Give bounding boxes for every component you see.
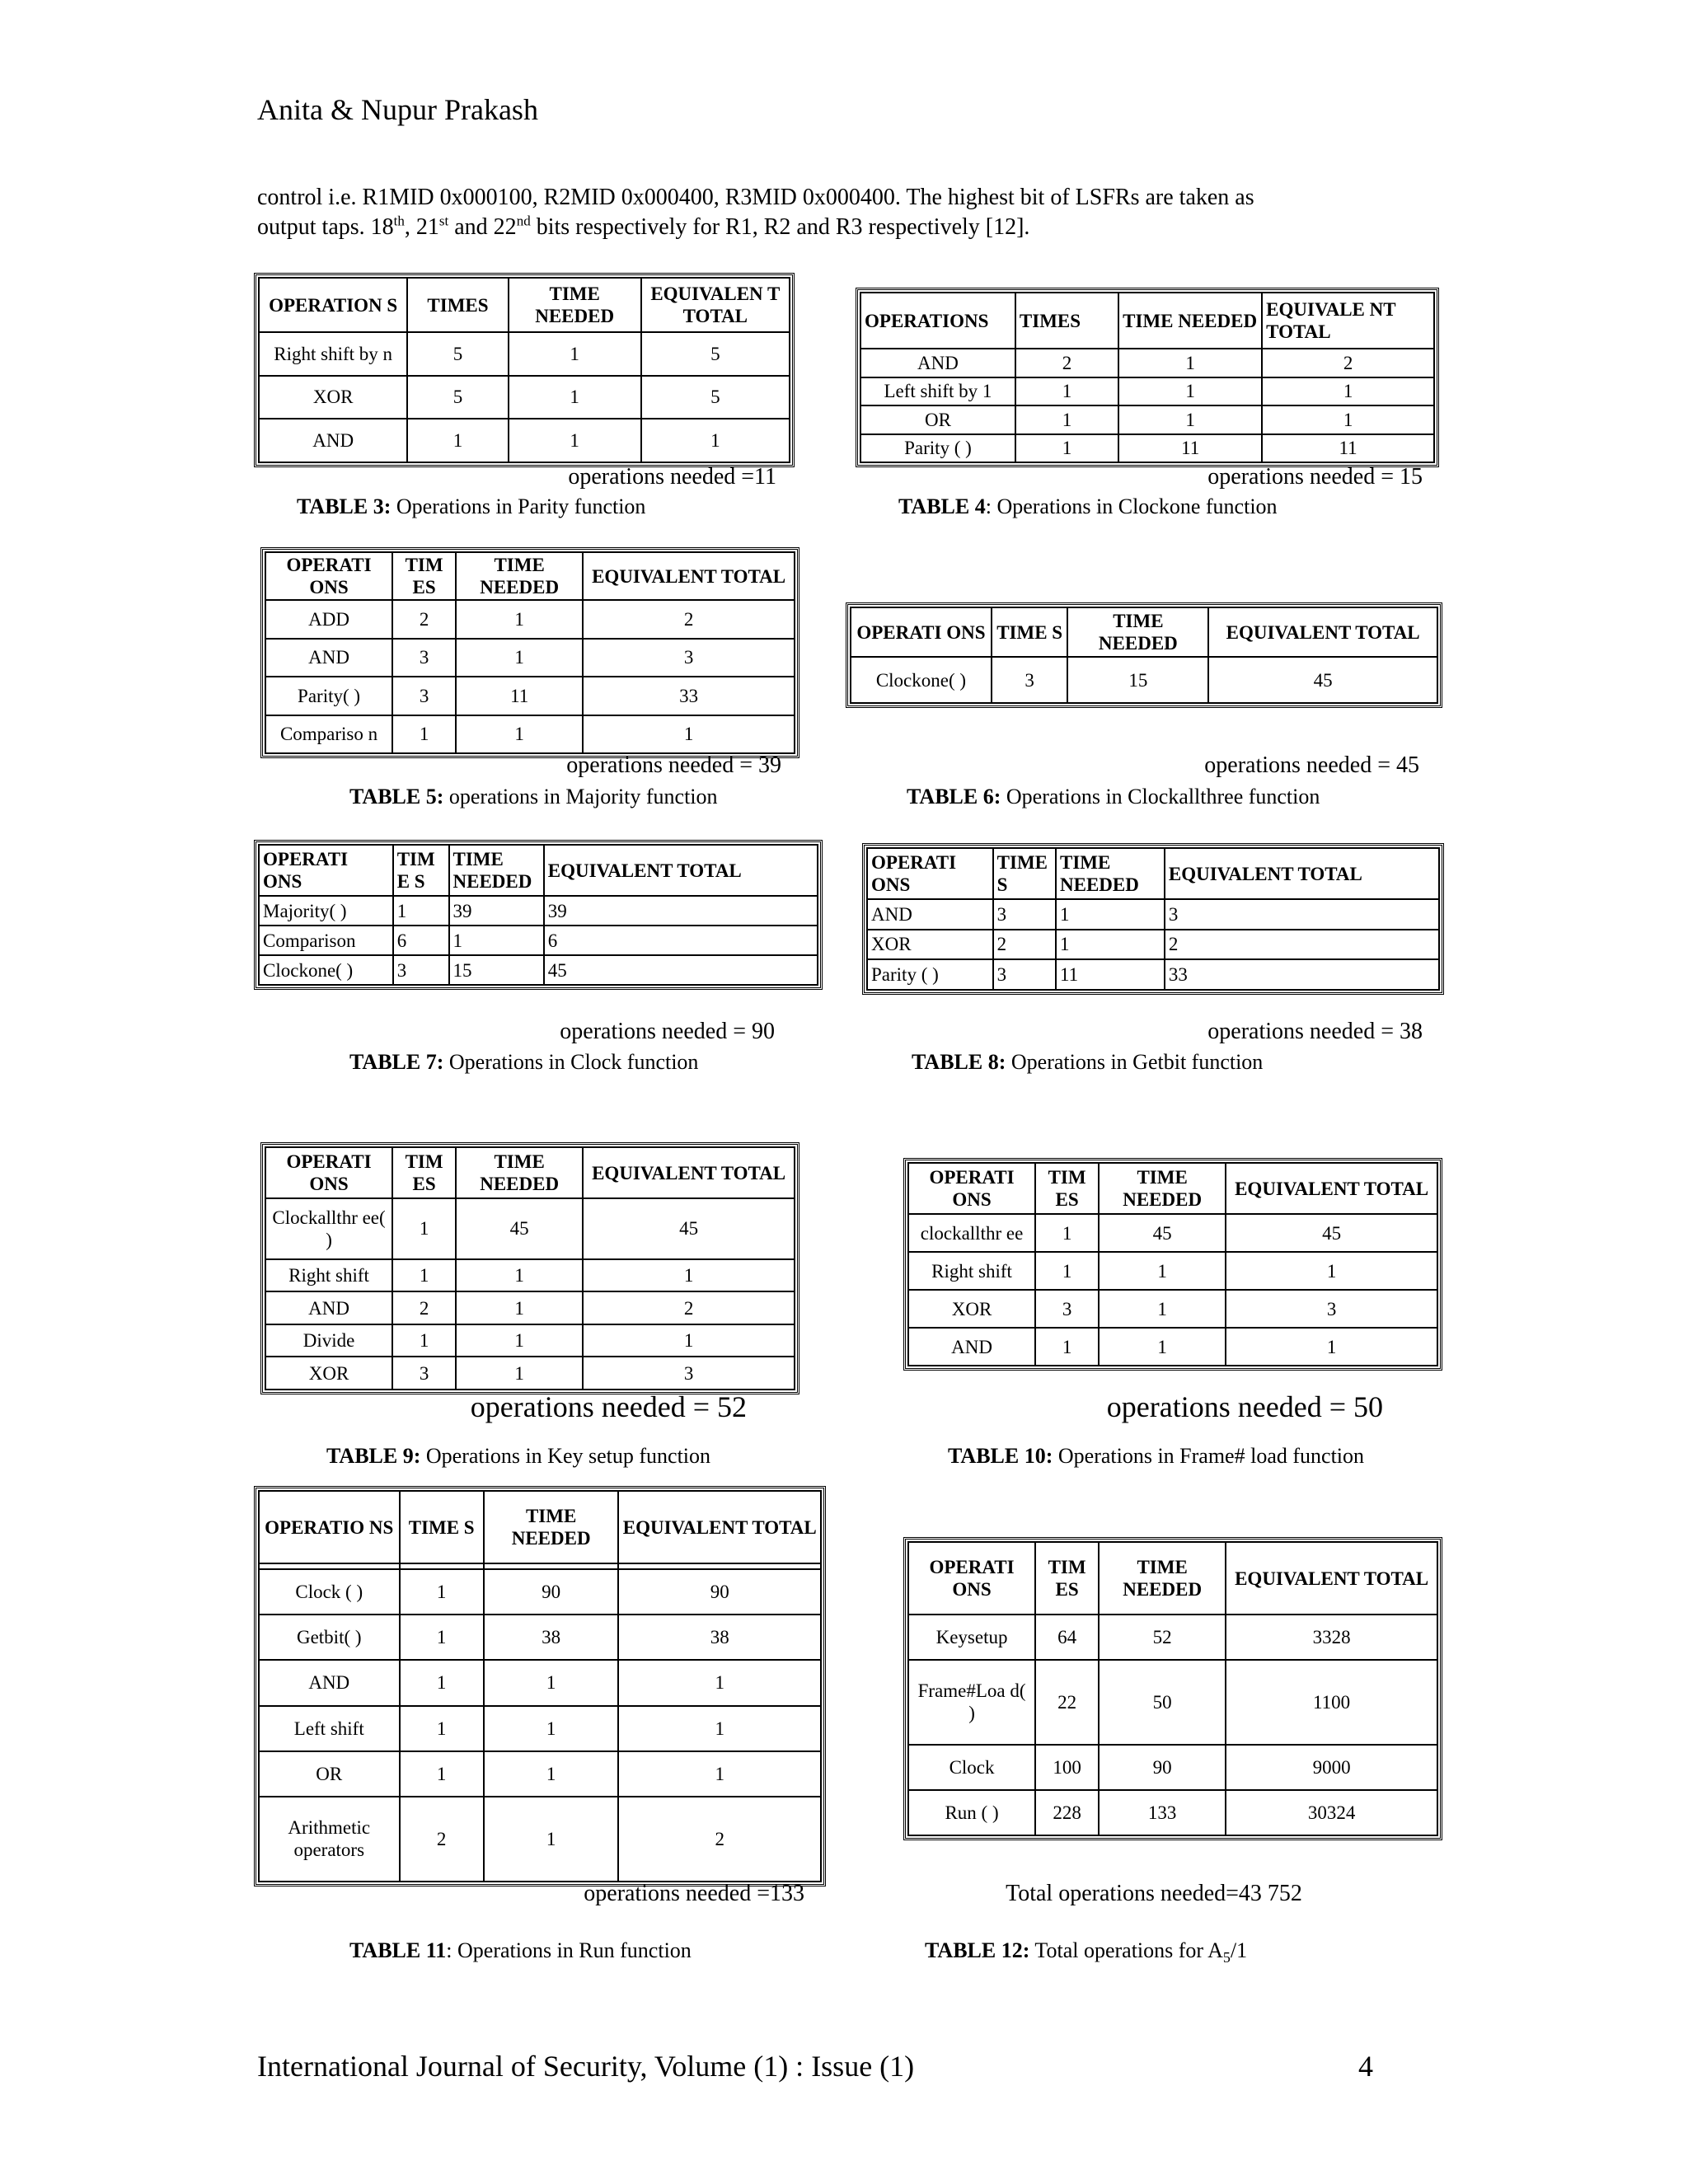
table-cell: XOR [908,1290,1035,1328]
column-header: OPERATI ONS [908,1163,1035,1214]
table-cell: 1 [1226,1328,1437,1366]
table-12-total-operations-needed: Total operations needed=43 752 [1006,1881,1302,1906]
column-header: EQUIVALENT TOTAL [1226,1542,1437,1615]
column-header: TIME S [992,607,1068,657]
table-cell: 11 [1118,434,1262,463]
table-cell: 2 [583,600,795,639]
table-cell: 11 [456,677,583,715]
table-header-row [265,552,795,600]
column-header: EQUIVALENT TOTAL [1226,1163,1437,1214]
column-header: TIME NEEDED [484,1491,619,1563]
table-row [908,1745,1437,1790]
column-header: TIMES [1015,293,1118,349]
table-4-caption: TABLE 4: Operations in Clockone function [898,494,1278,518]
table-cell: 3 [392,677,456,715]
table-cell: 5 [641,332,790,376]
table-cell: Frame#Loa d( ) [908,1660,1035,1745]
table-7-clock [254,840,823,990]
table-cell: 1 [456,1291,583,1324]
table-cell: 1 [456,1259,583,1292]
table-cell: AND [867,899,993,930]
table-5-majority [260,547,799,758]
table-cell: 1 [484,1706,619,1751]
table-row [265,677,795,715]
table-cell: XOR [867,930,993,960]
column-header: OPERATI ONS [265,552,392,600]
table-cell: 1 [1262,377,1434,406]
table-cell: 2 [993,930,1056,960]
table-header-row [265,1147,795,1198]
table-cell: Arithmetic operators [259,1797,400,1882]
table-cell [484,1563,619,1569]
table-cell: ADD [265,600,392,639]
table-row [265,600,795,639]
table-cell: OR [860,405,1015,434]
table-row [265,1324,795,1357]
intro-paragraph [257,183,1426,242]
table-cell: 3 [1165,899,1439,930]
table-cell: Parity ( ) [860,434,1015,463]
table-cell: 2 [392,600,456,639]
table-cell: Divide [265,1324,392,1357]
table-cell: 1 [641,419,790,462]
table-cell: 3 [393,955,449,985]
table-cell: 1 [456,715,583,754]
table-cell: 1 [456,1357,583,1390]
table-cell: 228 [1035,1790,1099,1835]
table-row [259,1706,821,1751]
table-3-caption: TABLE 3: Operations in Parity function [297,494,646,518]
table-cell: 1 [456,1324,583,1357]
table-4-operations-needed: operations needed = 15 [1207,464,1423,490]
table-cell: 1 [1035,1328,1099,1366]
table-row [860,377,1434,406]
table-cell: XOR [259,376,407,419]
column-header: EQUIVALENT TOTAL [583,552,795,600]
table-cell: 50 [1099,1660,1226,1745]
table-cell: Getbit( ) [259,1615,400,1660]
table-cell: 1 [400,1615,484,1660]
table-row [265,1357,795,1390]
table-row [259,1660,821,1705]
table-cell: Left shift by 1 [860,377,1015,406]
table-cell: 38 [618,1615,821,1660]
column-header: TIME S [993,848,1056,899]
table-12-caption: TABLE 12: Total operations for $A_5/1$ [925,1938,1248,1966]
column-header: TIM ES [392,1147,456,1198]
table-row [259,376,790,419]
table-cell: 133 [1099,1790,1226,1835]
table-cell: 39 [449,896,544,926]
column-header: EQUIVALE NT TOTAL [1262,293,1434,349]
table-row [908,1660,1437,1745]
table-cell: 11 [1056,959,1165,990]
table-cell: 1 [583,1259,795,1292]
table-5-operations-needed: operations needed = 39 [566,752,781,778]
table-cell: 3 [583,1357,795,1390]
table-row [265,1198,795,1259]
table-cell: 11 [1262,434,1434,463]
table-10-frame-load [903,1158,1442,1371]
column-header: OPERATIONS [860,293,1015,349]
table-cell: 1 [1099,1252,1226,1290]
table-header-row [860,293,1434,349]
table-cell: Right shift [265,1259,392,1292]
table-cell: 15 [1067,657,1208,703]
table-header-row [908,1542,1437,1615]
column-header: EQUIVALENT TOTAL [544,845,818,896]
table-cell: 9000 [1226,1745,1437,1790]
table-cell: clockallthr ee [908,1214,1035,1252]
table-cell: 1 [583,1324,795,1357]
table-cell: 1 [1056,930,1165,960]
table-cell: 1 [1015,377,1118,406]
table-cell: 1 [1099,1290,1226,1328]
table-row [259,1563,821,1569]
column-header: OPERATIO NS [259,1491,400,1563]
table-cell: 1 [509,376,641,419]
table-cell: 33 [1165,959,1439,990]
table-cell: 1 [1118,405,1262,434]
table-3-parity [254,273,795,467]
table-cell: 38 [484,1615,619,1660]
table-row [259,955,818,985]
table-cell: Clock ( ) [259,1569,400,1615]
table-cell: 2 [583,1291,795,1324]
table-cell: 1 [449,926,544,955]
table-cell: 45 [1099,1214,1226,1252]
column-header: TIME NEEDED [1099,1163,1226,1214]
table-row [265,1259,795,1292]
table-cell: 64 [1035,1615,1099,1660]
table-cell: 1 [400,1751,484,1797]
column-header: OPERATI ONS [867,848,993,899]
table-cell: AND [908,1328,1035,1366]
table-cell: 1 [618,1751,821,1797]
table-row [259,896,818,926]
table-row [860,434,1434,463]
table-cell: 1 [392,1259,456,1292]
table-cell: 3 [1226,1290,1437,1328]
table-row [259,1751,821,1797]
table-cell: Left shift [259,1706,400,1751]
table-cell: 1 [1262,405,1434,434]
table-cell: AND [265,1291,392,1324]
column-header: TIME NEEDED [1056,848,1165,899]
table-cell: Keysetup [908,1615,1035,1660]
table-cell: Right shift [908,1252,1035,1290]
table-row [908,1214,1437,1252]
table-cell: 2 [392,1291,456,1324]
table-cell: AND [860,349,1015,377]
column-header: OPERATION S [259,278,407,332]
table-cell: 1 [400,1569,484,1615]
table-cell: 45 [544,955,818,985]
column-header: OPERATI ONS [259,845,393,896]
column-header: EQUIVALENT TOTAL [618,1491,821,1563]
table-cell: 1 [509,332,641,376]
table-cell: 22 [1035,1660,1099,1745]
table-cell: Parity ( ) [867,959,993,990]
table-header-row [259,845,818,896]
running-header: Anita & Nupur Prakash [257,93,538,126]
table-10-operations-needed: operations needed = 50 [1106,1390,1383,1423]
table-cell: 1 [1035,1252,1099,1290]
table-8-caption: TABLE 8: Operations in Getbit function [912,1050,1264,1074]
table-cell: 52 [1099,1615,1226,1660]
table-cell: 39 [544,896,818,926]
table-cell: 3 [392,639,456,677]
table-cell: 90 [618,1569,821,1615]
intro-line-2: output taps. 18th, 21st and 22nd bits respectively for R1, R2 and R3 respectively [12]. [257,213,1030,240]
table-cell: 1 [407,419,508,462]
table-row [867,959,1439,990]
table-cell: 3 [583,639,795,677]
table-cell [259,1563,400,1569]
table-cell: AND [265,639,392,677]
table-row [259,1797,821,1882]
table-cell: Compariso n [265,715,392,754]
table-cell: 30324 [1226,1790,1437,1835]
column-header: TIME S [393,845,449,896]
column-header: EQUIVALENT TOTAL [1165,848,1439,899]
table-cell: 3 [993,959,1056,990]
table-cell: 1 [1099,1328,1226,1366]
table-cell: 3 [392,1357,456,1390]
table-cell: 5 [641,376,790,419]
table-9-operations-needed: operations needed = 52 [470,1390,747,1423]
column-header: EQUIVALENT TOTAL [583,1147,795,1198]
table-3-operations-needed: operations needed =11 [568,464,776,490]
column-header: OPERATI ONS [265,1147,392,1198]
table-cell: 1 [1118,349,1262,377]
column-header: TIME NEEDED [1067,607,1208,657]
column-header: TIMES [407,278,508,332]
column-header: TIME NEEDED [456,552,583,600]
table-cell: 3 [992,657,1068,703]
table-cell: 2 [1165,930,1439,960]
table-9-key-setup [260,1142,799,1394]
table-cell: 90 [484,1569,619,1615]
table-cell: 100 [1035,1745,1099,1790]
page-number: 4 [1358,2050,1373,2083]
table-row [860,349,1434,377]
table-cell: 1 [456,600,583,639]
table-row [259,1615,821,1660]
table-cell: 1 [1226,1252,1437,1290]
table-9-caption: TABLE 9: Operations in Key setup function [326,1444,711,1468]
table-header-row [259,1491,821,1563]
table-cell: AND [259,419,407,462]
table-cell: 2 [400,1797,484,1882]
table-row [867,899,1439,930]
table-11-caption: TABLE 11: Operations in Run function [349,1938,692,1962]
journal-footer: International Journal of Security, Volume (1) : Issue (1) [257,2050,915,2083]
table-cell: 1 [1015,434,1118,463]
table-cell: 1 [509,419,641,462]
table-row [908,1290,1437,1328]
table-8-getbit [862,843,1444,995]
table-cell: 2 [618,1797,821,1882]
table-cell: Parity( ) [265,677,392,715]
column-header: EQUIVALENT TOTAL [1208,607,1437,657]
table-cell: 5 [407,376,508,419]
table-cell: AND [259,1660,400,1705]
table-cell: Comparison [259,926,393,955]
table-cell: 33 [583,677,795,715]
table-11-operations-needed: operations needed =133 [584,1881,804,1906]
column-header: TIME NEEDED [456,1147,583,1198]
intro-line-1: control i.e. R1MID 0x000100, R2MID 0x000400, R3MID 0x000400. The highest bit of LSFRs are taken as [257,185,1254,210]
table-6-operations-needed: operations needed = 45 [1204,752,1419,778]
table-cell: 1 [1035,1214,1099,1252]
table-6-caption: TABLE 6: Operations in Clockallthree function [907,785,1320,808]
column-header: TIME NEEDED [449,845,544,896]
column-header: OPERATI ONS [851,607,992,657]
table-cell: 1 [484,1751,619,1797]
table-6-clockallthree [846,602,1442,708]
table-cell: Clockallthr ee( ) [265,1198,392,1259]
table-row [908,1252,1437,1290]
column-header: TIME NEEDED [1118,293,1262,349]
column-header: OPERATI ONS [908,1542,1035,1615]
table-cell: 1 [392,1324,456,1357]
table-cell: Right shift by n [259,332,407,376]
table-cell: 45 [1226,1214,1437,1252]
table-cell: 1 [393,896,449,926]
table-cell: 1 [1056,899,1165,930]
table-row [908,1790,1437,1835]
column-header: TIME S [400,1491,484,1563]
table-cell: Clockone( ) [851,657,992,703]
table-cell: 90 [1099,1745,1226,1790]
table-row [259,332,790,376]
column-header: TIME NEEDED [509,278,641,332]
column-header: EQUIVALEN T TOTAL [641,278,790,332]
table-cell [400,1563,484,1569]
table-row [259,926,818,955]
table-10-caption: TABLE 10: Operations in Frame# load function [948,1444,1365,1468]
table-cell: XOR [265,1357,392,1390]
table-cell: 45 [456,1198,583,1259]
table-cell: 2 [1262,349,1434,377]
table-cell: 1 [583,715,795,754]
column-header: TIM ES [1035,1542,1099,1615]
table-cell: 3 [1035,1290,1099,1328]
table-7-operations-needed: operations needed = 90 [560,1019,775,1044]
table-cell: 15 [449,955,544,985]
table-row [265,639,795,677]
table-header-row [259,278,790,332]
table-row [259,419,790,462]
table-cell: 1 [456,639,583,677]
table-row [265,715,795,754]
table-cell: 1 [484,1660,619,1705]
table-4-clockone [856,288,1439,467]
table-row [851,657,1437,703]
table-row [908,1615,1437,1660]
table-12-total [903,1537,1442,1840]
table-cell: 3 [993,899,1056,930]
table-cell: 1 [484,1797,619,1882]
table-row [867,930,1439,960]
table-11-run [254,1486,826,1886]
table-cell: Run ( ) [908,1790,1035,1835]
table-cell: Clock [908,1745,1035,1790]
table-cell: 1 [618,1706,821,1751]
table-cell: 1 [400,1706,484,1751]
table-cell: 1 [1118,377,1262,406]
table-cell: Clockone( ) [259,955,393,985]
table-cell: 2 [1015,349,1118,377]
table-row [860,405,1434,434]
table-row [259,1569,821,1615]
table-cell: 1100 [1226,1660,1437,1745]
table-cell: OR [259,1751,400,1797]
table-cell: 1 [392,715,456,754]
table-7-caption: TABLE 7: Operations in Clock function [349,1050,699,1074]
table-header-row [851,607,1437,657]
table-cell: 6 [393,926,449,955]
table-8-operations-needed: operations needed = 38 [1207,1019,1423,1044]
table-cell: 1 [400,1660,484,1705]
table-cell: 1 [392,1198,456,1259]
table-cell: 45 [1208,657,1437,703]
table-cell: 6 [544,926,818,955]
table-row [908,1328,1437,1366]
column-header: TIM ES [392,552,456,600]
table-cell: 3328 [1226,1615,1437,1660]
table-cell: Majority( ) [259,896,393,926]
table-header-row [867,848,1439,899]
table-cell: 1 [618,1660,821,1705]
table-cell: 1 [1015,405,1118,434]
table-cell: 5 [407,332,508,376]
table-cell: 45 [583,1198,795,1259]
table-row [265,1291,795,1324]
column-header: TIME NEEDED [1099,1542,1226,1615]
table-cell [618,1563,821,1569]
column-header: TIM ES [1035,1163,1099,1214]
table-5-caption: TABLE 5: operations in Majority function [349,785,718,808]
table-header-row [908,1163,1437,1214]
